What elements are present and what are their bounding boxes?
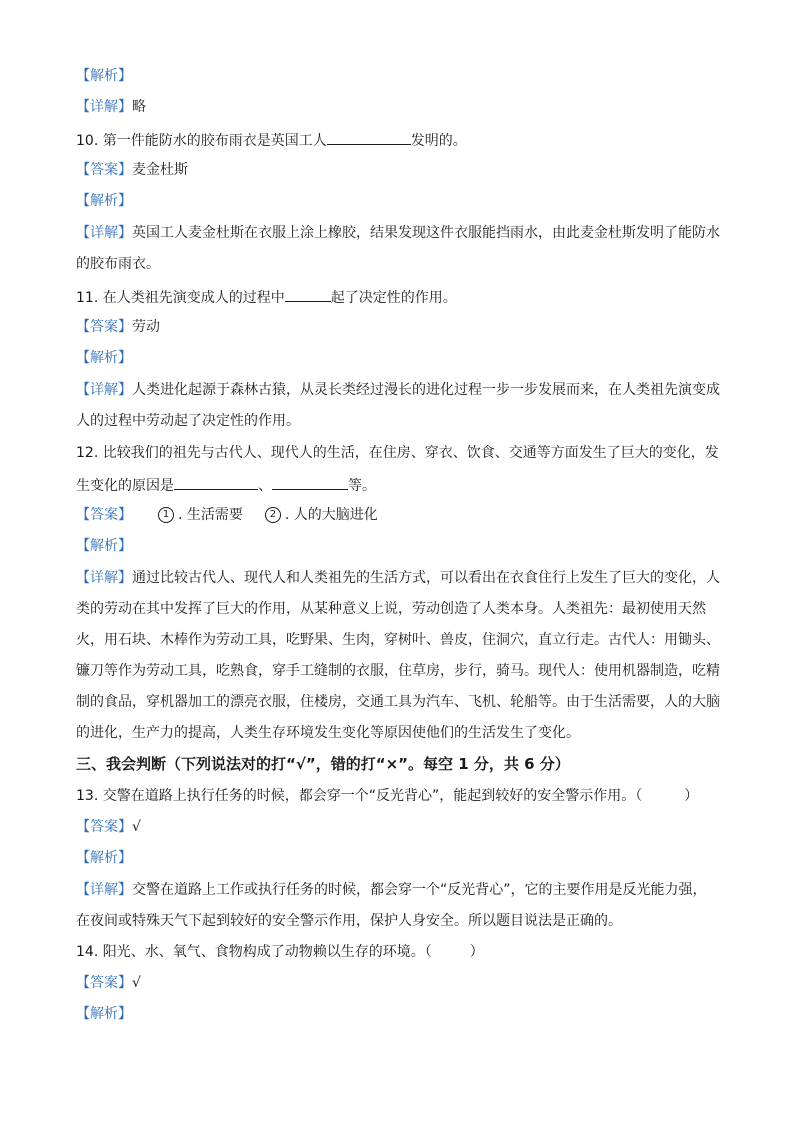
- q10-answer-text: 麦金杜斯: [132, 162, 188, 178]
- q12-detail-line-4: [76, 661, 726, 681]
- q11-answer-blank: [285, 286, 331, 302]
- q10-detail-text-2: 的胶布雨衣。: [76, 256, 160, 272]
- answer-tag: 【答案】: [76, 507, 132, 523]
- q12-question-line-1: [76, 443, 726, 463]
- q11-detail-text-1: 人类进化起源于森林古猿，从灵长类经过漫长的进化过程一步一步发展而来，在人类祖先演变成: [132, 382, 720, 398]
- q12-detail-text-6: 的进化，生产力的提高，人类生存环境发生变化等原因使他们的生活发生了变化。: [76, 725, 580, 741]
- q14-answer-line: [76, 973, 726, 993]
- q12-answer-blank-1: [174, 474, 258, 490]
- q11-detail-text-2: 人的过程中劳动起了决定性的作用。: [76, 413, 300, 429]
- q10-detail-line-1: [76, 223, 726, 243]
- q12-detail-text-4: 镰刀等作为劳动工具，吃熟食，穿手工缝制的衣服，住草房，步行，骑马。现代人：使用机器制造，吃精: [76, 663, 720, 679]
- analysis-tag: 【解析】: [76, 193, 132, 209]
- q12-detail-text-5: 制的食品，穿机器加工的漂亮衣服，住楼房，交通工具为汽车、飞机、轮船等。由于生活需要，人的大脑: [76, 694, 720, 710]
- q12-question-text-1: 12. 比较我们的祖先与古代人、现代人的生活，在住房、穿衣、饮食、交通等方面发生了巨大的变化，发: [76, 445, 719, 461]
- q10-question-after: 发明的。: [410, 133, 467, 149]
- q12-detail-line-5: [76, 692, 726, 712]
- analysis-tag: 【解析】: [76, 850, 132, 866]
- q10-question-before: 10. 第一件能防水的胶布雨衣是英国工人: [76, 133, 327, 149]
- q12-detail-line-1: [76, 568, 726, 588]
- q14-answer-text: √: [132, 975, 141, 991]
- answer-number-2: 2: [265, 507, 281, 523]
- q13-detail-line-2: [76, 911, 726, 931]
- q9-detail-line: [76, 97, 726, 117]
- q14-question-text: 14. 阳光、水、氧气、食物构成了动物赖以生存的环境。（: [76, 944, 432, 960]
- q11-analysis-line: [76, 348, 726, 368]
- detail-tag: 【详解】: [76, 570, 132, 586]
- q9-analysis-line: [76, 66, 726, 86]
- answer-number-1: 1: [158, 507, 174, 523]
- q14-question: [76, 942, 726, 962]
- q13-question-close: ）: [684, 788, 699, 804]
- q9-detail-text: 略: [132, 99, 146, 115]
- q12-answer-blank-2: [272, 474, 348, 490]
- q10-question: [76, 129, 726, 151]
- q14-question-close: ）: [469, 944, 484, 960]
- answer-tag: 【答案】: [76, 975, 132, 991]
- q12-detail-line-2: [76, 599, 726, 619]
- q12-question-mid: 、: [258, 478, 272, 494]
- q12-detail-line-6: [76, 723, 726, 743]
- q12-detail-text-2: 类的劳动在其中发挥了巨大的作用，从某种意义上说，劳动创造了人类本身。人类祖先：最初使用天然: [76, 601, 706, 617]
- analysis-tag: 【解析】: [76, 350, 132, 366]
- q10-analysis-line: [76, 191, 726, 211]
- q12-analysis-line: [76, 536, 726, 556]
- answer-tag: 【答案】: [76, 319, 132, 335]
- q12-question-after: 等。: [348, 478, 376, 494]
- q11-answer-text: 劳动: [132, 319, 160, 335]
- detail-tag: 【详解】: [76, 225, 132, 241]
- analysis-tag: 【解析】: [76, 538, 132, 554]
- q14-analysis-line: [76, 1004, 726, 1024]
- analysis-tag: 【解析】: [76, 68, 132, 84]
- q13-answer-line: [76, 817, 726, 837]
- q13-analysis-line: [76, 848, 726, 868]
- q12-answer-item-1: . 生活需要: [178, 507, 243, 523]
- q10-answer-blank: [327, 129, 411, 145]
- q13-detail-line-1: [76, 880, 726, 900]
- q13-answer-text: √: [132, 819, 141, 835]
- q13-detail-text-2: 在夜间或特殊天气下起到较好的安全警示作用，保护人身安全。所以题目说法是正确的。: [76, 913, 622, 929]
- q11-question: [76, 286, 726, 308]
- q11-answer-line: [76, 317, 726, 337]
- q11-detail-line-1: [76, 380, 726, 400]
- answer-tag: 【答案】: [76, 162, 132, 178]
- q10-detail-text-1: 英国工人麦金杜斯在衣服上涂上橡胶，结果发现这件衣服能挡雨水，由此麦金杜斯发明了能防水: [132, 225, 720, 241]
- q12-answer-line: [76, 505, 726, 525]
- q13-question: [76, 786, 726, 806]
- answer-tag: 【答案】: [76, 819, 132, 835]
- detail-tag: 【详解】: [76, 882, 132, 898]
- q11-detail-line-2: [76, 411, 726, 431]
- q12-question-line-2: [76, 474, 726, 496]
- q12-answer-item-2: . 人的大脑进化: [284, 507, 378, 523]
- q10-detail-line-2: [76, 254, 726, 274]
- q11-question-before: 11. 在人类祖先演变成人的过程中: [76, 290, 285, 306]
- q11-question-after: 起了决定性的作用。: [330, 290, 457, 306]
- analysis-tag: 【解析】: [76, 1006, 132, 1022]
- q13-detail-text-1: 交警在道路上工作或执行任务的时候，都会穿一个“反光背心”，它的主要作用是反光能力强，: [132, 882, 707, 898]
- q12-question-before: 生变化的原因是: [76, 478, 174, 494]
- detail-tag: 【详解】: [76, 382, 132, 398]
- q10-answer-line: [76, 160, 726, 180]
- q13-question-text: 13. 交警在道路上执行任务的时候，都会穿一个“反光背心”，能起到较好的安全警示作用。（: [76, 788, 643, 804]
- q12-detail-text-3: 火，用石块、木棒作为劳动工具，吃野果、生肉，穿树叶、兽皮，住洞穴，直立行走。古代人：用锄头、: [76, 632, 720, 648]
- section-3-heading: 三、我会判断（下列说法对的打“√”，错的打“×”。每空 1 分，共 6 分）: [76, 755, 570, 773]
- q12-detail-line-3: [76, 630, 726, 650]
- q12-detail-text-1: 通过比较古代人、现代人和人类祖先的生活方式，可以看出在衣食住行上发生了巨大的变化，人: [132, 570, 720, 586]
- detail-tag: 【详解】: [76, 99, 132, 115]
